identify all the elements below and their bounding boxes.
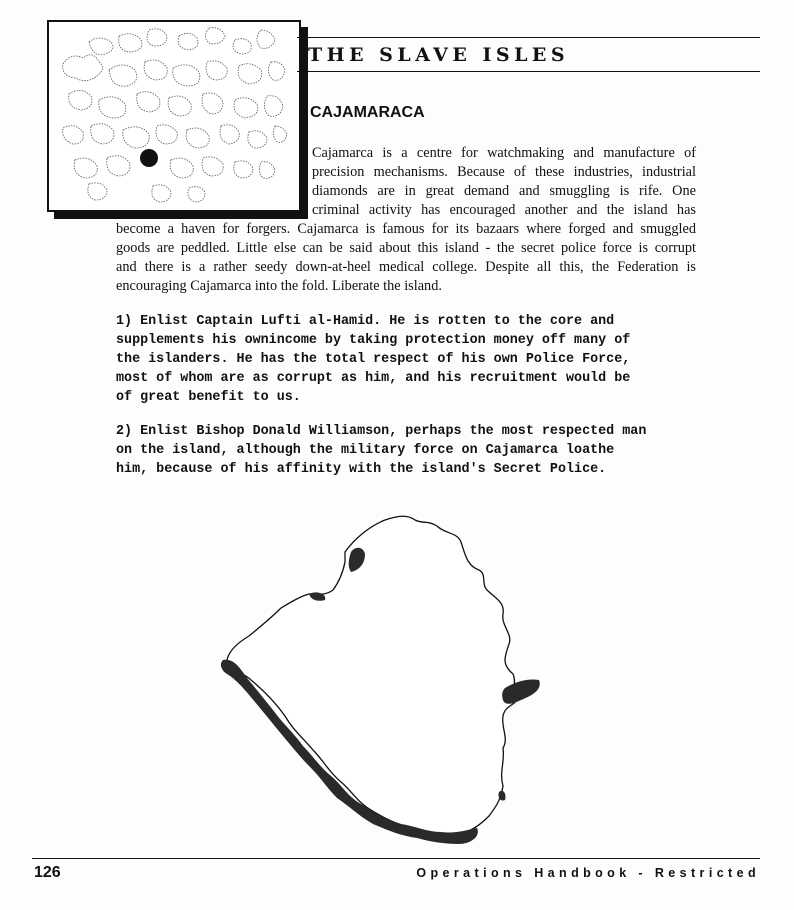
description-line: and there is a rather seedy down-at-heel medical college. Despite all this, the Federation is: [116, 259, 696, 275]
description-line: precision mechanisms. Because of these industries, industrial: [312, 164, 696, 180]
header-bottom-rule: [297, 71, 760, 72]
objective-2: 2) Enlist Bishop Donald Williamson, perhaps the most respected man on the island, although the military force on Cajamarca loathe him, because of his affinity with the island's Secret Police.: [116, 424, 647, 477]
description-wrapped: [312, 144, 696, 220]
description-line: become a haven for forgers. Cajamarca is famous for its bazaars where forged and smuggled: [116, 221, 696, 237]
handbook-title: Operations Handbook - Restricted: [416, 866, 760, 880]
section-title: THE SLAVE ISLES: [308, 44, 570, 66]
objective-1: 1) Enlist Captain Lufti al-Hamid. He is rotten to the core and supplements his ownincome by taking protection money off many of the islanders. He has the total respect of his own Police Force, most of whom are as corrupt as him, and his recruitment would be of great benefit to us.: [116, 314, 631, 405]
description-line: Cajamarca is a centre for watchmaking and manufacture of: [312, 145, 696, 161]
description-full-width: [116, 220, 696, 296]
header-top-rule: [297, 37, 760, 38]
footer-rule: [32, 858, 760, 859]
description-line: encouraging Cajamarca into the fold. Liberate the island.: [116, 278, 442, 294]
location-dot-icon: [140, 149, 158, 167]
island-outline-map: [205, 510, 565, 850]
description-line: goods are peddled. Little else can be said about this island - the secret police force is corrupt: [116, 240, 696, 256]
page-number: 126: [34, 864, 61, 881]
description-line: diamonds are in great demand and smuggling is rife. One: [312, 183, 696, 199]
archipelago-outline-drawing: [49, 22, 299, 210]
island-name: CAJAMARACA: [310, 104, 425, 121]
archipelago-overview-map: [47, 20, 301, 212]
island-outline: [227, 516, 517, 835]
description-line: criminal activity has encouraged another and the island has: [312, 202, 696, 218]
